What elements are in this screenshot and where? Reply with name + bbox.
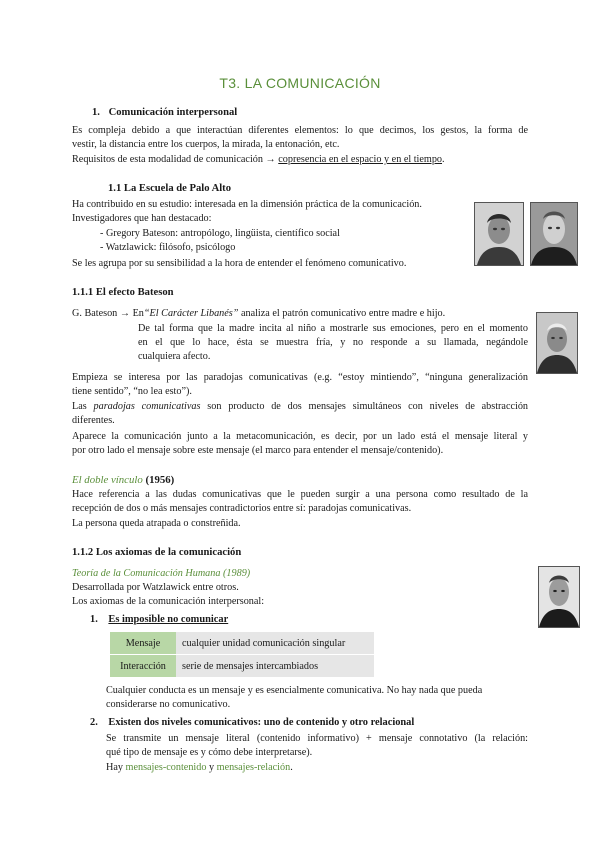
axiom-1-heading <box>90 613 228 627</box>
table-key: Interacción <box>110 655 176 678</box>
period: . <box>290 762 293 773</box>
paragraph: Investigadores que han destacado: <box>72 213 212 224</box>
axiom-title: Existen dos niveles comunicativos: uno de contenido y otro relacional <box>108 717 415 728</box>
indented-paragraph: cualquiera afecto. <box>138 351 211 362</box>
word: Hay <box>106 762 123 773</box>
lead-text: analiza el patrón comunicativo entre madre e hijo. <box>240 308 446 319</box>
theory-title <box>72 567 250 581</box>
axiom-2-heading <box>90 716 414 730</box>
table-row <box>110 655 374 678</box>
word: En <box>132 308 144 319</box>
message-types-line <box>106 761 293 775</box>
paragraph: Hace referencia a las dudas comunicativas que le pueden surgir a una persona como resultado de la <box>72 489 528 500</box>
paragraph: recepción de dos o más mensajes contradictorios entre sí: paradojas comunicativas. <box>72 503 412 514</box>
paragraph: La persona queda atrapada o constreñida. <box>72 518 241 529</box>
photo-watzlawick-2 <box>538 566 580 628</box>
doble-vinculo-year: (1956) <box>145 474 175 486</box>
requirements-line <box>72 153 445 167</box>
page-title: T3. LA COMUNICACIÓN <box>219 75 381 91</box>
list-item: - Gregory Bateson: antropólogo, lingüista, científico social <box>100 228 340 239</box>
arrow-icon: → <box>265 154 276 165</box>
paragraph: Se transmite un mensaje literal (contenido informativo) + mensaje connotativo (la relación: <box>106 733 528 744</box>
photo-bateson <box>474 202 524 266</box>
section-number: 1. <box>92 107 100 118</box>
subsection-heading: 1.1 La Escuela de Palo Alto <box>108 183 232 194</box>
doble-vinculo-heading <box>72 473 174 487</box>
photo-bateson-2 <box>536 312 578 374</box>
period: . <box>442 154 445 165</box>
axiom-number: 1. <box>90 614 98 625</box>
table-key: Mensaje <box>110 632 176 655</box>
paragraph: Es compleja debido a que interactúan diferentes elementos: lo que decimos, los gestos, la forma de <box>72 125 528 136</box>
paragraph: vestir, la distancia entre los cuerpos, la mirada, la entonación, etc. <box>72 139 340 150</box>
axiom-title: Es imposible no comunicar <box>108 614 229 625</box>
paragraph-text: son producto de dos mensajes simultáneos con niveles de abstracción <box>207 401 529 412</box>
table-row <box>110 632 374 655</box>
paragraph: diferentes. <box>72 415 115 426</box>
paragraph <box>72 400 528 414</box>
paragraph: Cualquier conducta es un mensaje y es esencialmente comunicativa. No hay nada que pueda <box>106 685 483 696</box>
theory-title-text: Teoría de la Comunicación Humana (1989) <box>72 568 251 579</box>
paragraph: Empieza se interesa por las paradojas comunicativas (e.g. “estoy mintiendo”, “ninguna generalización <box>72 372 528 383</box>
axiom-table <box>110 632 374 678</box>
subsection-heading: 1.1.2 Los axiomas de la comunicación <box>72 547 242 558</box>
axiom-number: 2. <box>90 717 98 728</box>
paragraph: Aparece la comunicación junto a la metacomunicación, es decir, por un lado está el mensaje literal y <box>72 431 528 442</box>
list-item: - Watzlawick: filósofo, psicólogo <box>100 242 236 253</box>
paragraph: Desarrollada por Watzlawick entre otros. <box>72 582 239 593</box>
lead-line <box>72 307 445 321</box>
subsection-heading: 1.1.1 El efecto Bateson <box>72 287 174 298</box>
photo-watzlawick <box>530 202 578 266</box>
word: y <box>209 762 215 773</box>
paragraph: Los axiomas de la comunicación interpersonal: <box>72 596 265 607</box>
term-content: mensajes-contenido <box>125 762 207 773</box>
table-value: cualquier unidad comunicación singular <box>176 632 374 655</box>
term-relation: mensajes-relación <box>216 762 291 773</box>
indented-paragraph: en el que lo hace, ésta se muestra fría, y no responde a su llamada, negándole <box>138 337 528 348</box>
doble-vinculo-title: El doble vínculo <box>72 474 143 486</box>
requirements-label: Requisitos de esta modalidad de comunicación <box>72 154 263 165</box>
term: paradojas comunicativas <box>93 401 201 412</box>
arrow-icon: → <box>119 308 131 319</box>
book-title: “El Carácter Libanés” <box>143 308 239 319</box>
indented-paragraph: De tal forma que la madre incita al niño a mostrarle sus emociones, pero en el momento <box>138 323 528 334</box>
paragraph: Ha contribuido en su estudio: interesada en la dimensión práctica de la comunicación. <box>72 199 422 210</box>
word: Las <box>72 401 87 412</box>
section-title: Comunicación interpersonal <box>108 107 238 118</box>
section-heading-1 <box>92 106 237 120</box>
requirements-value: copresencia en el espacio y en el tiempo <box>278 154 443 165</box>
paragraph: tiene sentido”, “no lea esto”). <box>72 386 192 397</box>
paragraph: qué tipo de mensaje es y cómo debe interpretarse). <box>106 747 313 758</box>
paragraph: por otro lado el mensaje sobre este mensaje (el marco para entender el mensaje/contenido). <box>72 445 444 456</box>
table-value: serie de mensajes intercambiados <box>176 655 374 678</box>
author-name: G. Bateson <box>72 308 118 319</box>
paragraph: Se les agrupa por su sensibilidad a la hora de entender el fenómeno comunicativo. <box>72 258 407 269</box>
paragraph: considerarse no comunicativo. <box>106 699 231 710</box>
